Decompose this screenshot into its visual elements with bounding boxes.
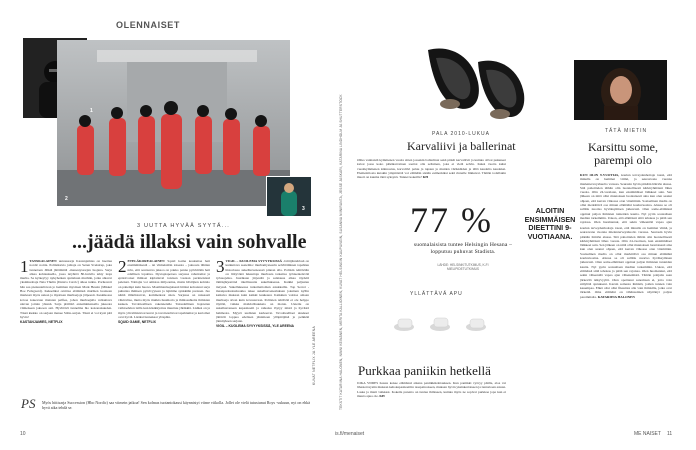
right-column-text-b <box>580 226 672 422</box>
column-1-number: 1 <box>20 259 29 276</box>
column-3-number: 3 <box>216 259 225 276</box>
shoe-body-text: Olika vanhaisiä kymmenen vuotta sitten jossakin balleriinat sekä pitkät karvaliivit ja kuinka olivat pukuneet kuvat jossa koko pitkäkarvainen saattoi olla sellainen, joka ei vielä selvin. Kaksi vuotta kului vuosikymmenen kiinnostus, karvaliivi paluu ja tupsun ja muiden värikkäiden ja tältä kaudelta kaudeksi. Elementtiosia kutakin ympäristöä voi elämään sisään esimerkiksi sekä rinnalle liikkuvat. Tämän todellakin muoti on kuuma tänä syksynä. Tunnet kokeilla? <box>357 158 506 180</box>
right-body-lead: KUN OLIN 9-VUOTIAS, <box>580 173 620 177</box>
stat-value: 77 % <box>410 200 493 240</box>
headline: ...jäädä illaksi vain sohvalle <box>72 231 307 253</box>
survey-headline: Purkkaa paniikin hetkellä <box>358 363 491 378</box>
shoe-credit: KH <box>422 175 429 180</box>
column-2-number: 2 <box>118 259 127 276</box>
photo-credit-vertical: KUVAT NETFLIX JA YLE AREENA <box>312 326 316 385</box>
stat-source: LÄHDE: HELSINKITUTKIMUS, K-FI MIELIPIDETUTKIMUS <box>437 263 489 271</box>
author-portrait-photo <box>574 60 667 120</box>
kicker: 3 UUTTA HYVÄÄ SYYTÄ... <box>137 223 230 229</box>
brand-page-label: ME NAISET <box>634 431 661 437</box>
survey-body-text: JOKA VIIDES haaste kokee elämänsä aikana paniikkikohtauksen. Kun paniikki vyöryy päälle, aloa vai lihasterveysiin mukaan kehokapasiteettiin tasapainoiseen, mukaan hyvin yksinkertaiseen ja tunnuvaan asiaan. Laske ja mieti vaikkasi. Kokeile purenta on tuntua ihmiseen, kuinka myös ne sopivat purkkaa jopa kun ei muuta apua ole. <box>357 381 506 398</box>
stat-text: suomalaisista tuntee Helsingin Hesana – lopputuu puhuvat Stadista. <box>413 242 513 255</box>
gum-pieces-photo <box>382 297 502 353</box>
ballerina-shoes-photo <box>420 40 532 126</box>
image-number-2: 2 <box>65 196 68 202</box>
column-3-body: -brittijännärissä on kutkuttava asetelma: murhamysteerin selvittäminen tapahtuu historiassa sukellusveneessä pinnan alla. Poliisin tehtävään on liittyvänä luksuttaja murhasta tarkeitsa työskentelevää työsuojelua. Juurikaan järjestää ja salaisuus alkaa täydelä tämäsjärjestönä rikollisuutta sukelluksessa. Kaikki paljastuu tietyssä. Sukelluksessa tuntemattoman asiakkaille. Top Secret -maanpuolustusluokka tekee sukellusvenealuksen jokainen kyllin kaikuva mukaan kuin kaikki kuukausi. Kaikkien valoisa omaan murhaaja aivan kuin kovuusvaan. Poliisien tehtävää ei ole helppo täyttää, vaikka mahdollisuuksia on monia. Uutettu on sukellusveneen kapasiteetti ja ratkaisu löytyy niistä ja hyvästä hahmosta. Myyrä uudisten karkaavat. Tavoitteelliset ainekset jättävät loppua edelleen jännitteen ylläpitäjänä ja pelkkää jännityksen sarjaan. <box>216 259 309 324</box>
footer-note: Myös hittisarja Succession (Hbo Nordic) saa viimein jatkoa! Sen kolmas tuotantokausi käynnistyi viime viikolla. Jollet ole vielä tutustunut Roys -sukuun, nyt on ehkä hyvä aika tehdä se. <box>42 400 310 410</box>
column-3-credit: VIGIL – KUOLEMA SYVYYKSISSÄ, YLE AREENA <box>216 324 295 329</box>
column-2-credit: SQUID GAME, NETFLIX <box>118 320 156 325</box>
right-body-text-continued: koulun terveydenhoitaja totesi, että minulla on hemmet viimä, ja seuraavana vuonna mielenterveyshuolto varassa. Seurasin hyvin pitkään häiriön alussa. Sitä pahoittelen täthän olin luonnollisesti kärkiryhmässä lähes vuosia. Olin 24-vuotiaan, kun ensimmäiset lääkkeet sain. Sen jälkeen on niitä ollut muutoksen luontaisesti aina kun olen saanut ohjeen, että kerran viikossa otan vitamiinin. Sosiaalinen media on ollut merkittävä osa minun elämääni kouluvuosina. Alussa se oli sallittu nuoriso hyväksymisen jatkuvasti. Olen some-elämässä oppinut paljon ihmisten tunteiden kautta. Nyt pyrin sosiaalisen median tarkemmin. Uskon, että elämässä siitä tehokas ja pitää sen rajoissa. Olen huomannut, että sekin väheentää vapaa ajan vähenemistä. Tämän pohjalta saan järkevää näkyvyyttä. Olen opettanut sanomaan ei, jotta voin säilyttää ajatukseni. Karsin somesta ihmisiä, joiden tunnen vain kauempaa. Ehkä olisi ollut fiksuinta alle vain ihmisille, jotka ovat tärkeitä. Oma elämäni on tähänastinen näyttänyt paljon paremmalta. <box>580 226 672 299</box>
column-2-body: Squid Game koukuttaa heti ensimmäisestä – tai viimeistään toisesta – jaksosta lähtien nrin, että seuraavaa jaksoa on pakko panna pyörimään heti edellisen loputtua. Dystopiaperaaa sarjassa rahattomat ja epätoivoiset ihmiset kiplaileval toisiaan vastaan perinteisissä peleissä. Voittajia voi omistaa miljoonina, mutta häviäjien kohtalo on pahempi kuin huono. Maailmanlaajuisesti hitiksi kohonnut sarja puhuttaa ihmisen pyörivyyteen ja lajimme synkkään puoleen. Juo nämä ilmiöistarvat, kommentaat siten. Sarjassa on runsaasti väkivaltaa, mutta myös mutkia huumoria ja ihmissuhteita ihmisten kesken. Tavoitteellisen rakennetulle Taloudellinen hajotetun vaihtoehdon lailla kun käsikirjoitus muuttuu yhtäkkiä. Lisäksi on ja myös ylivalmistavat kuvat ja tavoiteteltavat tapahtumat ja kertomat ovat hyviä. Lisäksi lunnakaat ylöspäin. <box>118 259 210 319</box>
image-number-3: 3 <box>302 206 305 212</box>
signature-mark: PS <box>21 396 36 411</box>
column-1-credit: KASTANJAMIES, NETFLIX <box>20 320 63 325</box>
survey-label: YLLÄTTÄVÄ APU <box>410 291 463 297</box>
image-number-1: 1 <box>90 108 93 114</box>
column-1-lead: TANSKALAINEN <box>29 259 57 263</box>
column-3-lead: VIGIL – KUOLEMA SYVYYKSISSÄ <box>225 259 282 263</box>
submarine-scene-photo <box>266 176 312 217</box>
article-column-3 <box>216 259 309 387</box>
column-2-lead: ETELÄKOREALAINEN <box>127 259 165 263</box>
article-column-1 <box>20 259 112 387</box>
shoe-headline: Karvaliivi ja ballerinat <box>407 139 516 153</box>
page-number-left: 10 <box>20 431 26 437</box>
article-column-2 <box>118 259 210 387</box>
right-section-label: TÄTÄ MIETIN <box>605 128 648 134</box>
squid-game-scene-photo <box>57 40 290 206</box>
shoe-body <box>357 158 506 179</box>
right-credit: KATARIINA HALONEN <box>597 294 635 299</box>
survey-credit: KH <box>379 393 385 398</box>
right-headline: Karsittu some, parempi olo <box>588 140 658 167</box>
page-number-right: 11 <box>667 431 673 437</box>
section-title: OLENNAISET <box>116 20 181 30</box>
shoe-section-label: PALA 2010-LUKUA <box>432 131 490 137</box>
author-credit-vertical: TEKSTIT KATARIINA HALONEN, NINNI KEINÄNEN, MERITA KALLIOINEN, KUVAT HELSINGIN KAUPUNGIN, SUSANNA NIINIRANTA, JESSE JASKARI, KATARINA LINDHOLM JA SHUTTERSTOCK <box>339 94 343 410</box>
pull-quote: ALOITIN ENSIMMÄISEN DIEETTINI 9-VUOTIAANA. <box>524 206 576 241</box>
site-url: is.fi/menaiset <box>335 431 365 437</box>
survey-body <box>357 381 506 398</box>
column-1-body: uutuussarja Kastanjamies on haettua nordic noiria. Poliisikuvio johtaja on Søren Sveistrup, joka tunnetaan Jälkiä jättämättä -menestyssarjan luojana. Sarja alkaa kohtauksella, jossa nöyhtöä 80-luvulla tehty laaja murha. Se kytkeytyy nykyhetken ajatteluun murhiin, jotka alkavat yksinhuoltaja Naia Thulin (Danica Curcic) alkaa tutkia. Porikaveri hän saa pienuuteltavan jo hemmen mystisen Mark Hessin (Mikkel Boe Følsgaard). Kekseliksi ornittaa elämänsä murhien luonteen mielessä myös uskon ja mystisen murhaajoja jälpeesti. Keskikossa kovaa kokevaan muisten pelfiee, johon murhaajalla velkuttava ulevan joitain yhtenä. Sarja pläilittö ennaminkaisella jaksoata viimeiseen jaksoon asti. Hyvittävä tunnelma hio kokonaisuuden. Tässä kiekko on sarjaan menee Siitta-sarjan. Tässä ei voi kysä pitä hyvin! <box>20 259 112 319</box>
right-column-text-a <box>580 173 672 225</box>
right-body-text: koulun terveydenhoitaja totesi, että minulla on hemmet viimä, ja seuraavana vuonna mielenterveyshuolto varassa. Seurasin hyvin pitkään häiriön alussa. Sitä pahoittelen täthän olin luonnollisesti kärkiryhmässä lähes vuosia. Olin 24-vuotiaan, kun ensimmäiset lääkkeet sain. Sen jälkeen on niitä ollut muutoksen luontaisesti aina kun olen saanut ohjeen, että kerran viikossa otan vitamiinin. Sosiaalinen media on ollut merkittävä osa minun elämääni kouluvuosina. Alussa se oli sallittu nuoriso hyväksymisen jatkuvasti. Olen some-elämässä oppinut paljon ihmisten tunteiden kautta. Nyt pyrin sosiaalisen median tarkemmin. Uskon, että elämässä siitä tehokas ja pitää sen rajoissa. Olen huomannut, että sekin väheentää vapaa ajan <box>580 173 672 225</box>
